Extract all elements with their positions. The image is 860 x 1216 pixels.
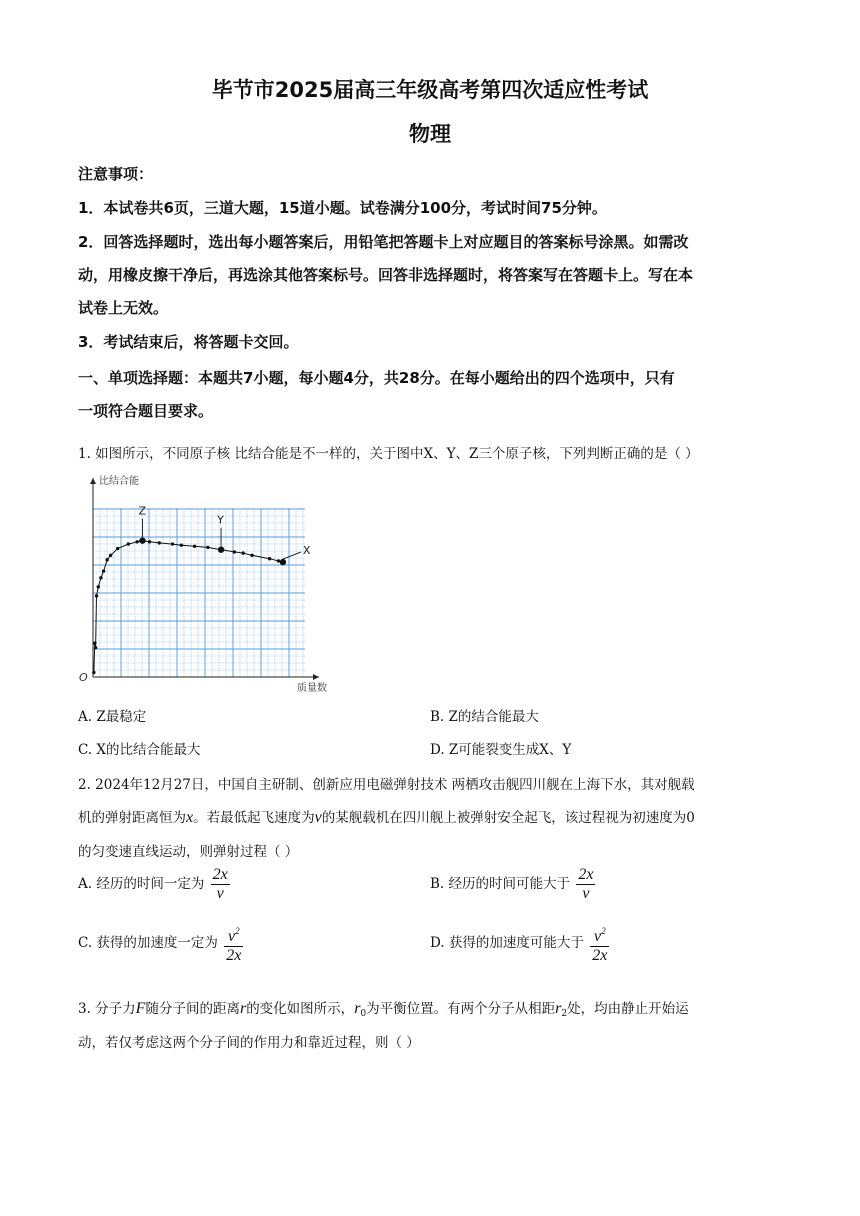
q2-line-3: 的匀变速直线运动，则弹射过程（ ） xyxy=(78,844,299,860)
q2-option-a[interactable] xyxy=(78,866,230,903)
data-point xyxy=(95,594,98,597)
exam-title: 毕节市2025届高三年级高考第四次适应性考试 xyxy=(211,78,649,102)
q1-stem: 1. 如图所示，不同原子核 比结合能是不一样的，关于图中X、Y、Z三个原子核，下列判断正确的是（ ） xyxy=(78,446,699,462)
origin-label: O xyxy=(79,671,88,684)
var-F: F xyxy=(135,1000,146,1017)
note-3: 3．考试结束后，将答题卡交回。 xyxy=(78,333,299,351)
q2-line-2-b: 。若最低起飞速度为 xyxy=(193,810,315,826)
frac-den: v xyxy=(582,885,590,902)
binding-energy-curve xyxy=(94,541,283,673)
data-point xyxy=(250,554,253,557)
data-point xyxy=(180,543,183,546)
y-axis-arrow xyxy=(90,478,96,484)
data-point xyxy=(109,554,112,557)
q2-line-1: 2. 2024年12月27日，中国自主研制、创新应用电磁弹射技术 两栖攻击舰四川舰在上海下水，其对舰载 xyxy=(78,777,695,793)
q2-option-c-text: C. 获得的加速度一定为 xyxy=(78,935,218,951)
section-1-line-1: 一、单项选择题：本题共7小题，每小题4分，共28分。在每小题给出的四个选项中，只有 xyxy=(78,369,675,387)
var-r: r xyxy=(239,1000,247,1017)
data-point xyxy=(97,585,100,588)
data-point xyxy=(116,547,119,550)
q2-option-d[interactable] xyxy=(430,922,609,965)
data-point xyxy=(94,646,97,649)
q2-option-a-text: A. 经历的时间一定为 xyxy=(78,876,205,892)
nucleus-point-x xyxy=(280,559,286,565)
frac-den: v xyxy=(216,885,224,902)
data-point xyxy=(99,576,102,579)
q2-line-2 xyxy=(78,806,695,827)
q1-option-b[interactable]: B. Z的结合能最大 xyxy=(430,709,539,725)
data-point xyxy=(92,671,95,674)
nucleus-label-x: X xyxy=(302,544,311,558)
nucleus-point-z xyxy=(139,537,145,543)
q1-option-c[interactable]: C. X的比结合能最大 xyxy=(78,742,201,758)
q2-option-c[interactable] xyxy=(78,922,243,965)
data-point xyxy=(105,558,108,561)
nucleus-label-y: Y xyxy=(217,513,224,527)
frac-num: 2x xyxy=(212,866,228,883)
q2-line-2-a: 机的弹射距离恒为 xyxy=(78,810,186,826)
q2-option-b[interactable] xyxy=(430,866,595,903)
data-point xyxy=(277,559,280,562)
data-point xyxy=(171,542,174,545)
q1-option-a[interactable]: A. Z最稳定 xyxy=(78,709,147,725)
var-v: v xyxy=(314,809,322,826)
q2-option-b-text: B. 经历的时间可能大于 xyxy=(430,876,571,892)
q3-line-1: 3. 分子力F随分子间的距离r的变化如图所示，$r_0$为平衡位置。有两个分子从相距$r_2$处，均由静止开始运 xyxy=(78,1000,689,1019)
fraction-2x-over-v xyxy=(211,866,230,903)
fraction-2x-over-v xyxy=(576,866,595,903)
q2-option-d-text: D. 获得的加速度可能大于 xyxy=(430,935,584,951)
subject-title: 物理 xyxy=(409,122,451,146)
note-1: 1．本试卷共6页，三道大题，15道小题。试卷满分100分，考试时间75分钟。 xyxy=(78,199,607,217)
data-point xyxy=(127,542,130,545)
fraction-v2-over-2x xyxy=(590,922,609,965)
frac-num: $v^2$ xyxy=(590,922,609,947)
nucleus-point-y xyxy=(218,546,224,552)
x-axis-label: 质量数 xyxy=(297,683,327,694)
q2-line-2-c: 的某舰载机在四川舰上被弹射安全起飞，该过程视为初速度为0 xyxy=(321,810,695,826)
fraction-v2-over-2x xyxy=(224,922,243,965)
section-1-line-2: 一项符合题目要求。 xyxy=(78,402,214,420)
x-axis-arrow xyxy=(313,674,319,680)
frac-num: $v^2$ xyxy=(224,922,243,947)
data-point xyxy=(241,551,244,554)
data-point xyxy=(193,545,196,548)
data-point xyxy=(102,569,105,572)
data-point xyxy=(158,541,161,544)
var-x: x xyxy=(186,809,194,826)
data-point xyxy=(268,557,271,560)
data-point xyxy=(93,642,96,645)
q1-option-d[interactable]: D. Z可能裂变生成X、Y xyxy=(430,742,572,758)
note-2-line-1: 2．回答选择题时，选出每小题答案后，用铅笔把答题卡上对应题目的答案标号涂黑。如需改 xyxy=(78,233,689,251)
data-point xyxy=(148,540,151,543)
nucleus-label-z: Z xyxy=(138,504,147,518)
notes-heading: 注意事项： xyxy=(78,165,154,183)
frac-den: 2x xyxy=(226,947,242,964)
data-point xyxy=(233,550,236,553)
data-point xyxy=(206,546,209,549)
note-2-line-2: 动，用橡皮擦干净后，再选涂其他答案标号。回答非选择题时，将答案写在答题卡上。写在本 xyxy=(78,266,694,284)
note-2-line-3: 试卷上无效。 xyxy=(78,299,169,317)
var-r0: r xyxy=(354,1000,361,1017)
data-point xyxy=(135,540,138,543)
q3-line-2: 动，若仅考虑这两个分子间的作用力和靠近过程，则（ ） xyxy=(78,1035,420,1051)
y-axis-label: 比结合能 xyxy=(99,476,139,487)
var-r2: r xyxy=(555,1000,562,1017)
frac-den: 2x xyxy=(592,947,608,964)
frac-num: 2x xyxy=(578,866,594,883)
binding-energy-chart xyxy=(75,470,355,695)
